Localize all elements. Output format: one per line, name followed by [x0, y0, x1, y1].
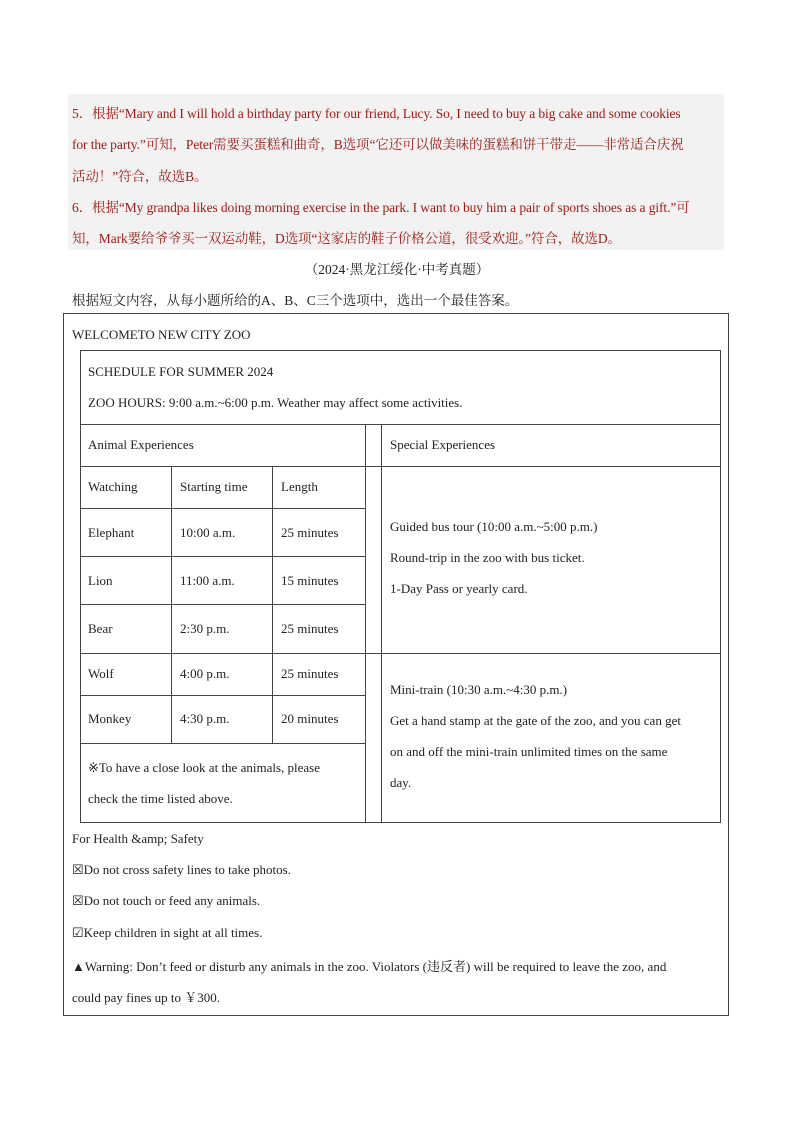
- row-length: 25 minutes: [281, 666, 339, 681]
- table-rule: [171, 466, 172, 743]
- row-length: 15 minutes: [281, 573, 339, 588]
- safety-rule: ☒Do not cross safety lines to take photos.: [72, 862, 291, 877]
- table-rule: [80, 466, 381, 467]
- row-start-time: 4:00 p.m.: [180, 666, 230, 681]
- table-note: ※To have a close look at the animals, please: [88, 760, 320, 775]
- special-experiences-header: Special Experiences: [390, 437, 496, 452]
- answer-line: 活动！”符合，故选B。: [72, 169, 208, 184]
- bus-tour-text: Guided bus tour (10:00 a.m.~5:00 p.m.): [390, 519, 598, 534]
- bus-tour-text: 1-Day Pass or yearly card.: [390, 581, 528, 596]
- mini-train-text: on and off the mini-train unlimited times on the same: [390, 744, 668, 759]
- animal-experiences-header: Animal Experiences: [88, 437, 194, 452]
- row-length: 20 minutes: [281, 711, 339, 726]
- column-header-starting-time: Starting time: [180, 479, 248, 494]
- row-animal: Lion: [88, 573, 113, 588]
- table-rule: [80, 604, 366, 605]
- table-rule: [381, 424, 382, 823]
- row-animal: Elephant: [88, 525, 135, 540]
- warning-text: ▲Warning: Don’t feed or disturb any animals in the zoo. Violators (违反者) will be required to leave the zoo, and: [72, 959, 667, 974]
- row-animal: Monkey: [88, 711, 132, 726]
- row-animal: Wolf: [88, 666, 114, 681]
- table-rule: [365, 424, 366, 823]
- instruction: 根据短文内容，从每小题所给的A、B、C三个选项中，选出一个最佳答案。: [72, 293, 519, 308]
- safety-rule: ☒Do not touch or feed any animals.: [72, 893, 261, 908]
- answer-line: 6．根据“My grandpa likes doing morning exercise in the park. I want to buy him a pair of sports shoes as a gift.”可: [72, 200, 690, 215]
- row-start-time: 11:00 a.m.: [180, 573, 235, 588]
- mini-train-text: Get a hand stamp at the gate of the zoo, and you can get: [390, 713, 681, 728]
- row-length: 25 minutes: [281, 525, 339, 540]
- safety-rule: ☑Keep children in sight at all times.: [72, 925, 263, 940]
- row-start-time: 10:00 a.m.: [180, 525, 236, 540]
- row-start-time: 2:30 p.m.: [180, 621, 230, 636]
- table-rule: [80, 424, 721, 425]
- column-header-length: Length: [281, 479, 318, 494]
- table-rule: [80, 508, 366, 509]
- table-note: check the time listed above.: [88, 791, 233, 806]
- column-header-watching: Watching: [88, 479, 138, 494]
- table-rule: [80, 743, 366, 744]
- row-start-time: 4:30 p.m.: [180, 711, 230, 726]
- table-rule: [272, 466, 273, 743]
- mini-train-text: day.: [390, 775, 412, 790]
- zoo-hours: ZOO HOURS: 9:00 a.m.~6:00 p.m. Weather may affect some activities.: [88, 395, 463, 410]
- answer-line: 5．根据“Mary and I will hold a birthday party for our friend, Lucy. So, I need to buy a big cake and some cookies: [72, 106, 681, 121]
- health-safety-title: For Health &amp; Safety: [72, 831, 204, 846]
- answer-line: for the party.”可知，Peter需要买蛋糕和曲奇，B选项“它还可以做美味的蛋糕和饼干带走——非常适合庆祝: [72, 137, 684, 152]
- schedule-title: SCHEDULE FOR SUMMER 2024: [88, 364, 274, 379]
- mini-train-text: Mini-train (10:30 a.m.~4:30 p.m.): [390, 682, 568, 697]
- table-rule: [80, 653, 721, 654]
- bus-tour-text: Round-trip in the zoo with bus ticket.: [390, 550, 585, 565]
- question-source: （2024·黑龙江绥化·中考真题）: [304, 262, 490, 277]
- warning-text: could pay fines up to ￥300.: [72, 990, 221, 1005]
- row-animal: Bear: [88, 621, 113, 636]
- table-rule: [80, 556, 366, 557]
- table-rule: [381, 466, 721, 467]
- table-rule: [80, 695, 366, 696]
- row-length: 25 minutes: [281, 621, 339, 636]
- answer-line: 知，Mark要给爷爷买一双运动鞋，D选项“这家店的鞋子价格公道，很受欢迎。”符合，故选D。: [72, 231, 621, 246]
- zoo-welcome-title: WELCOMETO NEW CITY ZOO: [72, 327, 251, 342]
